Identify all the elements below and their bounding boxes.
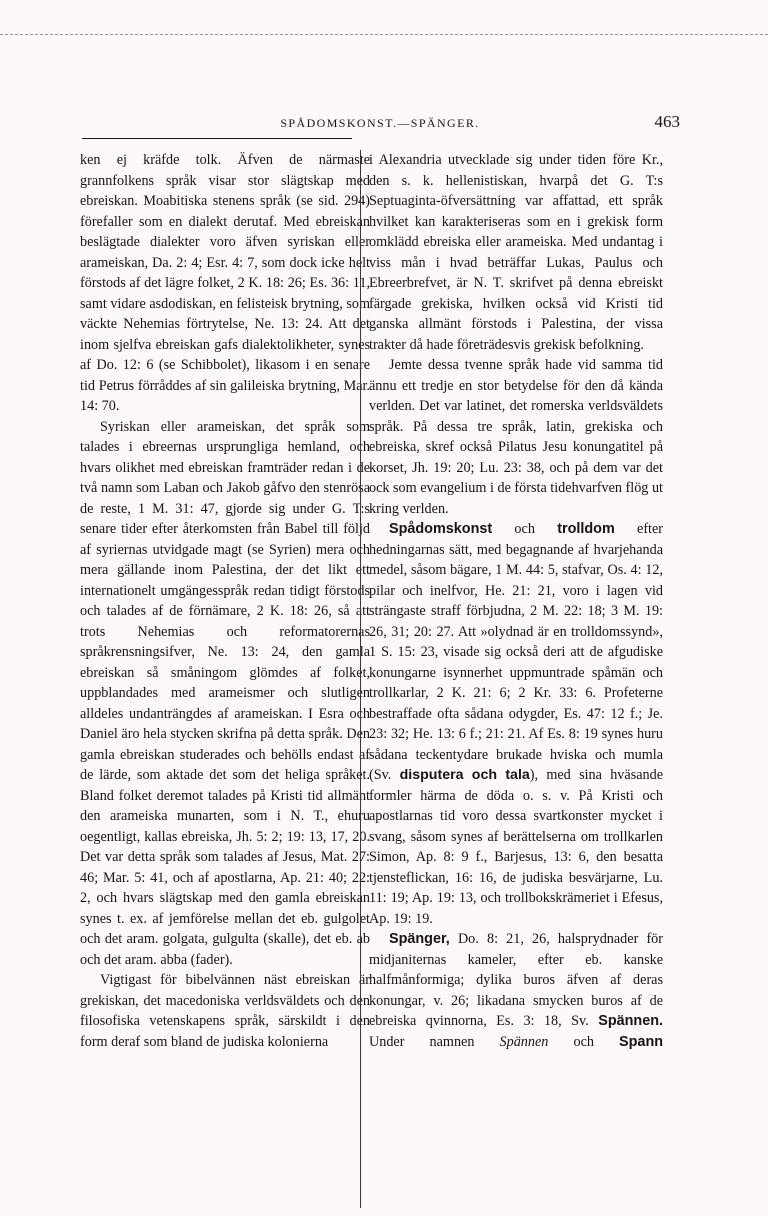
headword-trolldom: trolldom xyxy=(557,521,615,537)
column-divider xyxy=(360,150,361,1208)
conj-och-2: och xyxy=(471,767,498,783)
entry-spadomskonst xyxy=(369,519,663,929)
left-column xyxy=(80,150,370,1052)
header-rule xyxy=(82,138,352,139)
conj-och: och xyxy=(514,521,535,537)
headword-spanger: Spänger, xyxy=(389,931,450,947)
conj-och-3: och xyxy=(573,1033,594,1050)
right-column xyxy=(369,150,663,1052)
page-number: 463 xyxy=(654,112,680,131)
left-paragraph-1: ken ej kräfde tolk. Äfven de närmaste grannfolkens språk visar stor slägtskap med ebreiskan. Moabitiska stenens språk (se sid. 294) förefaller som en dialekt derutaf. Med ebreiskan beslägtade dialekter voro äfven syriskan eller arameiskan, Da. 2: 4; Esr. 4: 7, som dock icke helt förstods af det lägre folket, 2 K. 18: 26; Es. 36: 11, samt vidare asdodiskan, en felisteisk brytning, som väckte Nehemias förtrytelse, Ne. 13: 24. Att det inom sjelfva ebreiskan gafs dialektolikheter, synes af Do. 12: 6 (se Schibbolet), likasom i en senare tid Petrus förråddes af sin galileiska brytning, Mar. 14: 70. xyxy=(80,152,371,414)
term-spannen: Spännen xyxy=(499,1033,549,1050)
term-tala: tala xyxy=(505,767,530,783)
entry-text-1: efter hedningarnas sätt, med begagnande af hvarjehanda medel, såsom bägare, 1 M. 44: 5, stafvar, Os. 4: 12, pilar och inelfvor, He. 21: 21, voro i lagen vid strängaste straff förbjudna, 2 M. 22: 18; 3 M. 19: 26, 31; 20: 27. Att »olydnad är en trolldomssynd», 1 S. 15: 23, visade sig också deri att de afgudiske konungarne isynnerhet uppmuntrade spåmän och trollkarlar, 2 K. 21: 6; 2 Kr. 33: 6. Profeterne bestraffade ofta sådana odygder, Es. 47: 12 f.; Je. 23: 32; He. 13: 6 f.; 21: 21. Af Es. 8: 19 synes huru sådana teckentydare brukade hviska och mumla (Sv. xyxy=(369,521,664,783)
headword-spadomskonst: Spådomskonst xyxy=(389,521,493,537)
left-paragraph-2: Syriskan eller arameiskan, det språk som talades i ebreernas ursprungliga hemland, och hvars olikhet med ebreiskan framträder redan i de två namn som Laban och Jakob gåfvo den stenrösa de reste, 1 M. 31: 47, gjorde sig under G. T:s senare tider efter återkomsten från Babel till följd af syriernas utvidgade magt (se Syrien) mera och mera gällande inom Palestina, der det likt ett internationelt umgängesspråk redan tidigt förstods och talades af de förnämare, 2 K. 18: 26, så att trots Nehemias och reformatorernas språkrensningsifver, Ne. 13: 24, den gamla ebreiskan så småningom glömdes af folket, uppblandades med arameismer och slutligen alldeles undanträngdes af arameiskan. I Esra och Daniel äro hela stycken skrifna på detta språk. Den gamla ebreiskan studerades och behölls endast af de lärde, som aktade det som det heliga språket. Bland folket deremot talades på Kristi tid allmänt den arameiska munarten, som i N. T., ehuru oegentligt, kallas ebreiska, Jh. 5: 2; 19: 13, 17, 20. Det var detta språk som talades af Jesus, Mat. 27: 46; Mar. 5: 41, och af apostlarna, Ap. 21: 40; 22: 2, och hvars slägtskap med den gamla ebreiskan synes t. ex. af jemförelse mellan det eb. gulgolet och det aram. golgata, gulgulta (skalle), det eb. ab och det aram. abba (fader). xyxy=(80,418,370,968)
page-top-edge xyxy=(0,34,768,35)
page-header xyxy=(80,112,680,136)
running-title: SPÅDOMSKONST.—SPÄNGER. xyxy=(280,116,480,130)
term-disputera: disputera xyxy=(399,767,464,783)
entry-text-3: Do. 8: 21, 26, halsprydnader för midjaniternas kameler, efter eb. kanske halfmånformiga; dylika buros äfven af deras konungar, v. 26; likadana smycken buros af de ebreiska qvinnorna, Es. 3: 18, Sv. xyxy=(369,931,663,1029)
right-paragraph-1: i Alexandria utvecklade sig under tiden före Kr., den s. k. hellenistiskan, hvarpå det G. T:s Septuaginta-öfversättning var affattad, ett språk hvilket kan karakteriseras som en i grekisk form omklädd ebreiska eller arameiska. Med undantag i viss mån i hvad beträffar Lukas, Paulus och Ebreerbrefvet, är N. T. skrifvet på denna ebreiskt färgade grekiska, hvilken också vid Kristi tid ganska allmänt förstods i Palestina, der vissa trakter då hade företrädesvis grekisk befolkning. xyxy=(369,152,663,353)
headword-spann: Spann xyxy=(619,1033,664,1050)
left-paragraph-3: Vigtigast för bibelvännen näst ebreiskan är grekiskan, det macedoniska verldsväldets och den filosofiska vetenskapens språk, särskildt i den form deraf som bland de judiska kolonierna xyxy=(80,972,370,1050)
headword-spannen: Spännen. xyxy=(598,1013,664,1029)
entry-spanger xyxy=(369,929,663,1052)
right-paragraph-2: Jemte dessa tvenne språk hade vid samma tid ännu ett tredje en stor betydelse för den då kända verlden. Det var latinet, det romerska verldsväldets språk. På dessa tre språk, latin, grekiska och ebreiska, skref också Pilatus Jesu konungatitel på korset, Jh. 19: 20; Lu. 23: 38, och på dem var det ock som evangelium i de första tidehvarfven flög ut kring verlden. xyxy=(369,357,663,517)
entry-text-4: Under namnen xyxy=(369,1033,475,1050)
entry-text-2: ), med sina hväsande formler härma de döda o. s. v. På Kristi och apostlarnas tid voro dessa svartkonster mycket i svang, såsom synes af berättelserna om trollkarlen Simon, Ap. 8: 9 f., Barjesus, 13: 6, den besatta tjensteflickan, 16: 16, de judiska besvärjarne, Lu. 11: 19; Ap. 19: 13, och trollbokskrämeriet i Efesus, Ap. 19: 19. xyxy=(369,767,664,927)
